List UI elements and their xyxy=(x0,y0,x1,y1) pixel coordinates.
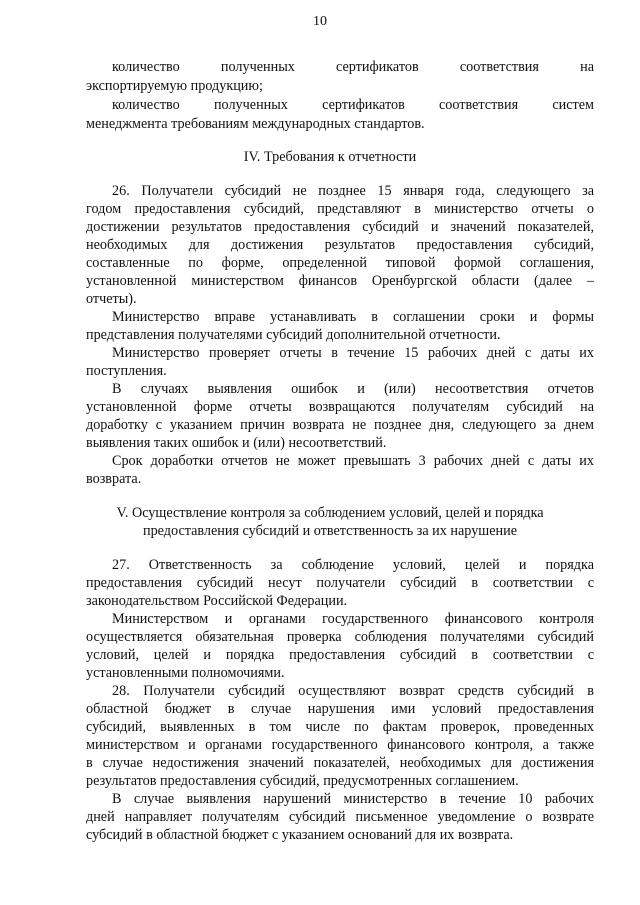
text-line: годом предоставления субсидий, представляют в министерство отчеты о xyxy=(86,201,594,217)
text-line: областной бюджет в случае нарушения ими условий предоставления xyxy=(86,701,594,717)
text-line: достижении результатов предоставления субсидий и значений показателей, xyxy=(86,219,594,235)
text-line: предоставления субсидий несут получатели субсидий в соответствии с xyxy=(86,575,594,591)
text-line: 28. Получатели субсидий осуществляют возврат средств субсидий в xyxy=(112,683,594,699)
text-line: осуществляется обязательная проверка соблюдения получателями субсидий xyxy=(86,629,594,645)
text-line: Срок доработки отчетов не может превышать 3 рабочих дней с даты их xyxy=(112,453,594,469)
text-line: Министерством и органами государственного финансового контроля xyxy=(112,611,594,627)
text-line: В случаях выявления ошибок и (или) несоответствия отчетов xyxy=(112,381,594,397)
text-line: законодательством Российской Федерации. xyxy=(86,593,348,609)
text-line: Министерство вправе устанавливать в соглашении сроки и формы xyxy=(112,309,594,325)
text-line: субсидий, выявленных в том числе по фактам проверок, проведенных xyxy=(86,719,594,735)
text-line: 26. Получатели субсидий не позднее 15 января года, следующего за xyxy=(112,183,594,199)
text-line: доработку с указанием причин возврата не позднее дня, следующего за днем xyxy=(86,417,594,433)
text-line: установленной министерством финансов Оренбургской области (далее – xyxy=(86,273,594,289)
text-line: в случае недостижения значений показателей, необходимых для достижения xyxy=(86,755,594,771)
text-line: отчеты). xyxy=(86,291,137,307)
text-line: возврата. xyxy=(86,471,142,487)
text-line: В случае выявления нарушений министерство в течение 10 рабочих xyxy=(112,791,594,807)
text-line: поступления. xyxy=(86,363,167,379)
text-line: субсидий в областной бюджет с указанием оснований для их возврата. xyxy=(86,827,514,843)
text-line: составленные по форме, определенной типовой формой соглашения, xyxy=(86,255,594,271)
page-number: 10 xyxy=(313,14,327,29)
text-line: установленными полномочиями. xyxy=(86,665,285,681)
text-line: Министерство проверяет отчеты в течение 15 рабочих дней с даты их xyxy=(112,345,594,361)
text-line: менеджмента требованиям международных стандартов. xyxy=(86,116,425,132)
text-line: выявления таких ошибок и (или) несоответствий. xyxy=(86,435,387,451)
text-line: количество полученных сертификатов соответствия систем xyxy=(112,97,594,113)
text-line: необходимых для достижения результатов предоставления субсидий, xyxy=(86,237,594,253)
text-line: условий, целей и порядка предоставления субсидий в соответствии с xyxy=(86,647,594,663)
text-line: представления получателями субсидий дополнительной отчетности. xyxy=(86,327,501,343)
section-heading: V. Осуществление контроля за соблюдением условий, целей и порядка xyxy=(116,505,544,521)
text-line: экспортируемую продукцию; xyxy=(86,78,263,94)
section-heading: предоставления субсидий и ответственность за их нарушение xyxy=(142,523,517,539)
text-line: дней направляет получателям субсидий письменное уведомление о возврате xyxy=(86,809,594,825)
text-line: результатов предоставления субсидий, предусмотренных соглашением. xyxy=(86,773,519,789)
section-heading: IV. Требования к отчетности xyxy=(243,149,417,165)
text-line: установленной форме отчеты возвращаются получателям субсидий на xyxy=(86,399,594,415)
text-line: 27. Ответственность за соблюдение условий, целей и порядка xyxy=(112,557,594,573)
text-line: количество полученных сертификатов соответствия на xyxy=(112,59,594,75)
text-line: министерством и органами государственного финансового контроля, а также xyxy=(86,737,594,753)
